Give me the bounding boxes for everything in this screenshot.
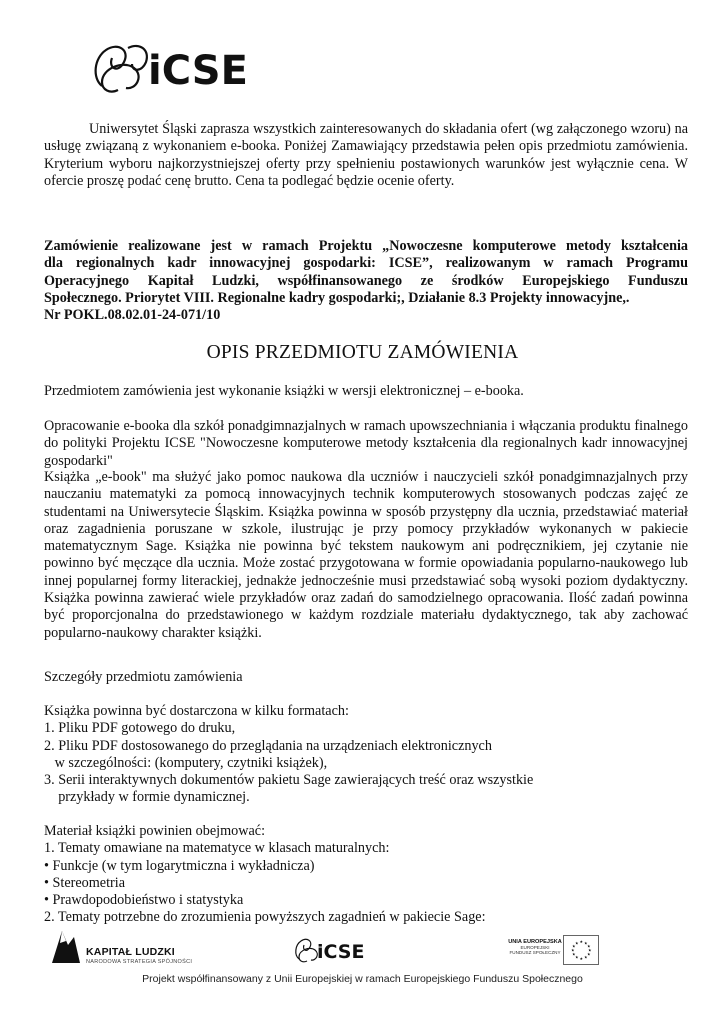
eu-title: UNIA EUROPEJSKA bbox=[508, 939, 562, 945]
project-line: Operacyjnego Kapitał Ludzki, współfinansowanego ze środków Europejskiego Funduszu bbox=[44, 272, 688, 289]
list-item: przykłady w formie dynamicznej. bbox=[44, 789, 250, 806]
icse-swirl-icon bbox=[96, 46, 147, 92]
svg-text:★: ★ bbox=[571, 947, 575, 953]
project-line: Nr POKL.08.02.01-24-071/10 bbox=[44, 307, 221, 324]
icse-footer-text: iCSE bbox=[317, 941, 365, 963]
list-item: • Prawdopodobieństwo i statystyka bbox=[44, 892, 244, 909]
svg-text:★: ★ bbox=[584, 940, 588, 946]
eu-flag-icon bbox=[563, 935, 599, 965]
eu-text-block bbox=[505, 939, 565, 956]
svg-text:★: ★ bbox=[587, 951, 591, 957]
icse-footer-graphic bbox=[293, 935, 373, 965]
project-line: dla regionalnych kadr innowacyjnej gospodarki: ICSE”, realizowanym w ramach Programu bbox=[44, 255, 688, 272]
list-item: 1. Tematy omawiane na matematyce w klasach maturalnych: bbox=[44, 840, 390, 857]
icse-logo-text: iCSE bbox=[148, 48, 248, 94]
elaboration-paragraph: Opracowanie e-booka dla szkół ponadgimnazjalnych w ramach upowszechniania i włączania produktu finalnego do polityki Projektu ICSE "Nowoczesne komputerowe metody kształcenia dla regionalnych kadr innowacyjnej gospodarki" bbox=[44, 418, 688, 469]
kapital-ludzki-subtitle: NARODOWA STRATEGIA SPÓJNOŚCI bbox=[86, 959, 193, 965]
intro-paragraph: Uniwersytet Śląski zaprasza wszystkich zainteresowanych do składania ofert (wg załączonego wzoru) na usługę związaną z wykonaniem e-booka. Poniżej Zamawiający przedstawia pełen opis przedmiotu zamówienia. Kryterium wyboru najkorzystniejszej oferty przy spełnieniu postawionych warunków jest wyłącznie cena. W ofercie proszę podać cenę brutto. Cena ta podlegać będzie ocenie oferty. bbox=[44, 121, 688, 189]
list-item: w szczególności: (komputery, czytniki książek), bbox=[44, 754, 328, 771]
book-purpose-paragraph: Książka „e-book" ma służyć jako pomoc naukowa dla uczniów i nauczycieli szkół ponadgimnazjalnych przy nauczaniu matematyki za pomocą innowacyjnych technik komputerowych stosowanych podczas zajęć ze studentami na Uniwersytecie Śląskim. Książka powinna w sposób przystępny dla ucznia, przedstawiać materiał oraz zagadnienia poruszane w szkole, ilustrując je przy pomocy przykładów wykonanych w pakiecie matematycznym Sage. Książka nie powinna być tekstem naukowym ani podręcznikiem, jej czytanie nie powinno być męczące dla ucznia. Może zostać przygotowana w formie opowiadania popularno-naukowego lub innej popularnej formy literackiej, jednakże jednocześnie musi przedstawiać sobą wysoki poziom dydaktyczny. Książka powinna zawierać wiele przykładów oraz zadań do samodzielnego opracowania. Ilość zadań powinna być proporcjonalna do przedstawionego w każdym rozdziale materiału dydaktycznego, tak aby zachować popularno-naukowy charakter książki. bbox=[44, 469, 688, 641]
eu-subtitle: EUROPEJSKI bbox=[520, 945, 550, 950]
eu-stars-icon bbox=[564, 936, 598, 964]
list-item: • Stereometria bbox=[44, 874, 125, 891]
svg-text:★: ★ bbox=[575, 940, 579, 946]
page-title: OPIS PRZEDMIOTU ZAMÓWIENIA bbox=[206, 342, 519, 363]
footer-caption: Projekt współfinansowany z Unii Europejskiej w ramach Europejskiego Funduszu Społecznego bbox=[142, 973, 583, 985]
kapital-ludzki-title: KAPITAŁ LUDZKI bbox=[86, 946, 175, 958]
list-item: 2. Tematy potrzebne do zrozumienia powyższych zagadnień w pakiecie Sage: bbox=[44, 909, 486, 926]
svg-text:★: ★ bbox=[572, 943, 576, 949]
icse-footer-logo bbox=[293, 935, 373, 965]
svg-text:★: ★ bbox=[575, 954, 579, 960]
project-line: Społecznego. Priorytet VIII. Regionalne kadry gospodarki;, Działanie 8.3 Projekty innowacyjne,. bbox=[44, 289, 630, 306]
list-item: 1. Pliku PDF gotowego do druku, bbox=[44, 720, 236, 737]
svg-text:★: ★ bbox=[587, 943, 591, 949]
kapital-ludzki-icon bbox=[48, 927, 84, 967]
icse-logo-graphic bbox=[88, 38, 288, 100]
formats-list bbox=[44, 703, 688, 807]
project-line: Zamówienie realizowane jest w ramach Projektu „Nowoczesne komputerowe metody kształcenia bbox=[44, 238, 688, 254]
list-item: • Funkcje (w tym logarytmiczna i wykładnicza) bbox=[44, 857, 315, 874]
subject-paragraph: Przedmiotem zamówienia jest wykonanie książki w wersji elektronicznej – e-booka. bbox=[44, 383, 524, 399]
svg-text:★: ★ bbox=[584, 954, 588, 960]
icse-swirl-small-icon bbox=[296, 939, 317, 961]
icse-logo bbox=[88, 38, 288, 100]
details-heading: Szczegóły przedmiotu zamówienia bbox=[44, 669, 243, 685]
svg-text:★: ★ bbox=[579, 956, 584, 961]
eu-subtitle: FUNDUSZ SPOŁECZNY bbox=[509, 950, 561, 956]
svg-text:★: ★ bbox=[588, 947, 592, 953]
svg-text:★: ★ bbox=[572, 951, 576, 957]
svg-text:★: ★ bbox=[579, 939, 584, 944]
content-list bbox=[44, 823, 688, 927]
list-item: Książka powinna być dostarczona w kilku formatach: bbox=[44, 703, 349, 719]
project-info bbox=[44, 238, 688, 324]
list-item: 3. Serii interaktywnych dokumentów pakietu Sage zawierających treść oraz wszystkie bbox=[44, 772, 534, 789]
list-item: 2. Pliku PDF dostosowanego do przeglądania na urządzeniach elektronicznych bbox=[44, 737, 492, 754]
list-item: Materiał książki powinien obejmować: bbox=[44, 823, 266, 839]
